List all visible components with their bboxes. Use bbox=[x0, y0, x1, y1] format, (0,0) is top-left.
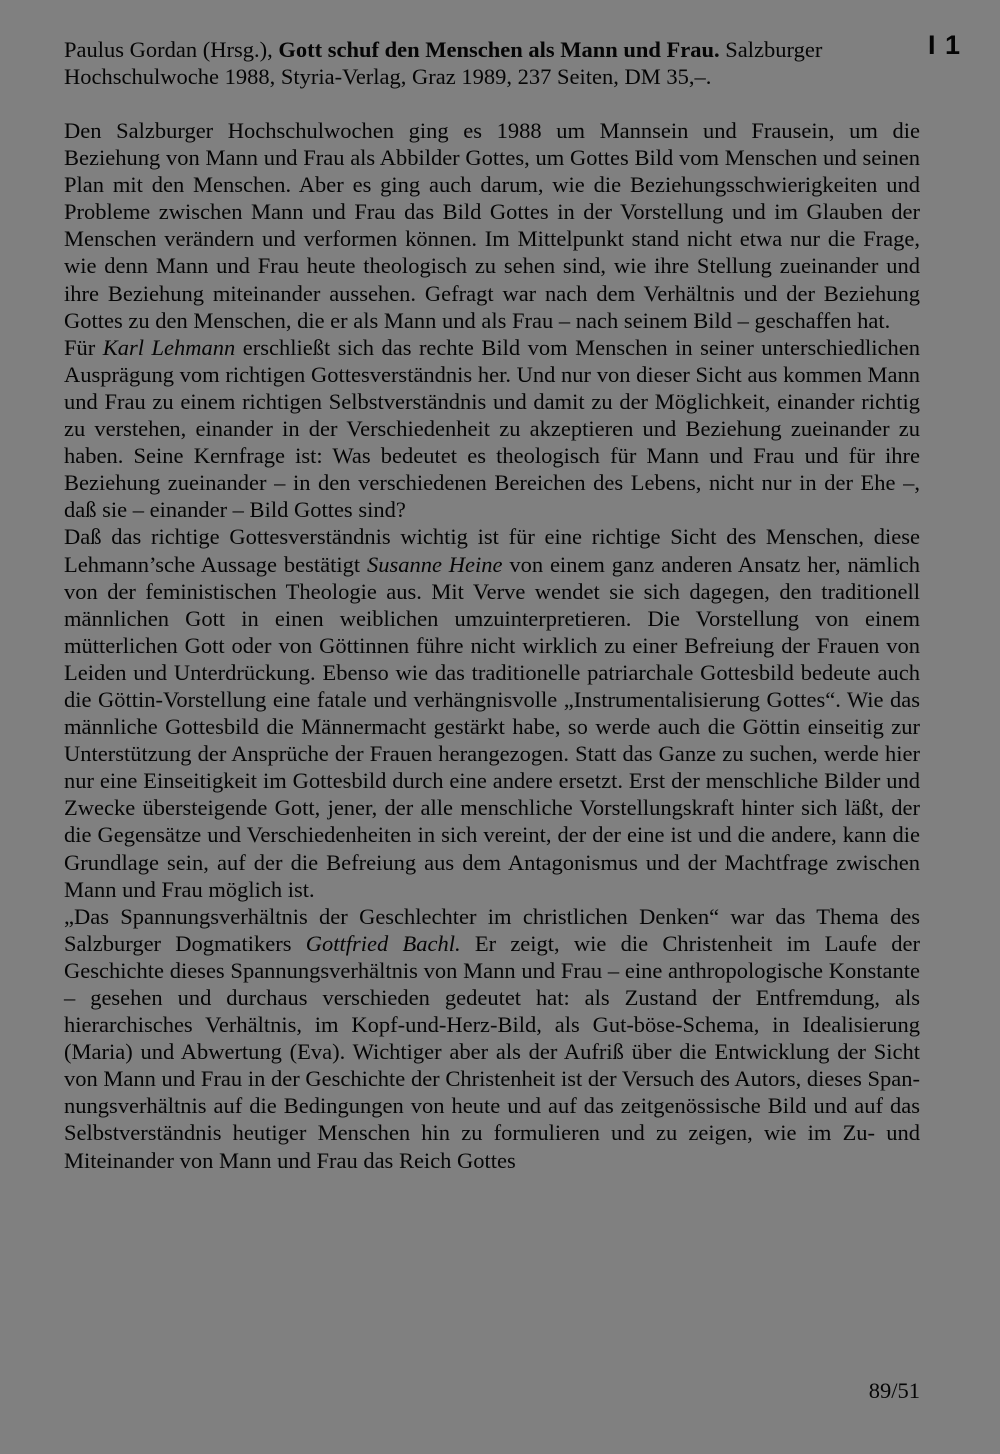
page-number: 89/51 bbox=[868, 1378, 920, 1403]
paragraph-4-lead: „Das Spannungsverhältnis der Geschlechter im christlichen Denken“ war das Thema des Salzburger Dogmatikers bbox=[64, 903, 920, 956]
paragraph-4 bbox=[64, 903, 920, 1174]
paragraph-3-text: von einem ganz anderen Ansatz her, nämlich von der feministischen Theologie aus. Mit Verve wendet sie sich dagegen, den traditionell männlichen Gott in einen weiblichen umzuinterpretieren. Die Vorstellung von einem mütterlichen Gott oder von Göttinnen führe nicht wirklich zu einer Befreiung der Frauen von Leiden und Unterdrückung. Ebenso wie das traditionelle patriarchale Gottesbild bedeute auch die Göttin-Vorstellung eine fatale und verhängnisvolle „Instrumentalisierung Gottes“. Wie das männliche Gottesbild die Männermacht gestärkt habe, so werde auch die Göttin einseitig zur Unterstützung der Ansprüche der Frauen herangezogen. Statt das Ganze zu suchen, werde hier nur eine Einseitigkeit im Gottesbild durch eine andere ersetzt. Erst der menschliche Bilder und Zwecke übersteigende Gott, jener, der alle menschliche Vorstellungskraft hinter sich läßt, der die Gegensätze und Verschiedenheiten in sich vereint, der der eine ist und die andere, kann die Grundlage sein, auf der die Befreiung aus dem Antagonismus und der Machtfrage zwischen Mann und Frau möglich ist. bbox=[64, 551, 920, 902]
section-marker: I 1 bbox=[928, 30, 962, 60]
paragraph-4-text: Er zeigt, wie die Christenheit im Laufe der Geschichte dieses Spannungsverhältnis von Mann und Frau – eine anthropologische Konstante – gesehen und durchaus verschieden gedeutet hat: als Zustand der Entfremdung, als hierarchisches Verhältnis, im Kopf-und-Herz-Bild, als Gut-böse-Schema, in Idealisierung (Maria) und Abwertung (Eva). Wichtiger aber als der Aufriß über die Entwicklung der Sicht von Mann und Frau in der Geschichte der Christenheit ist der Versuch des Autors, dieses Spannungsverhältnis auf die Bedingungen von heute und auf das zeitgenössische Bild und auf das Selbstverständnis heutiger Menschen hin zu formulieren und zu zeigen, wie im Zu- und Miteinander von Mann und Frau das Reich Gottes bbox=[64, 930, 920, 1173]
paragraph-3 bbox=[64, 523, 920, 902]
paragraph-1: Den Salzburger Hochschulwochen ging es 1988 um Mannsein und Frausein, um die Beziehung von Mann und Frau als Abbilder Gottes, um Gottes Bild vom Menschen und seinen Plan mit den Menschen. Aber es ging auch darum, wie die Beziehungsschwierigkeiten und Probleme zwischen Mann und Frau das Bild Gottes in der Vorstellung und im Glauben der Menschen verändern und verformen können. Im Mittelpunkt stand nicht etwa nur die Frage, wie denn Mann und Frau heute theologisch zu sehen sind, wie ihre Stellung zueinander und ihre Beziehung miteinander aussehen. Gefragt war nach dem Verhältnis und der Beziehung Gottes zu den Menschen, die er als Mann und als Frau – nach seinem Bild – geschaffen hat. bbox=[64, 118, 920, 333]
author-name-heine: Susanne Heine bbox=[366, 551, 503, 577]
book-title: Gott schuf den Menschen als Mann und Frau. bbox=[278, 37, 720, 62]
author-name-bachl: Gottfried Bachl. bbox=[305, 930, 461, 956]
paragraph-2-text: erschließt sich das rechte Bild vom Menschen in seiner unterschiedlichen Ausprägung vom richtigen Gottesverständnis her. Und nur von dieser Sicht aus kommen Mann und Frau zu einem richtigen Selbstverständnis und damit zu der Möglichkeit, einander richtig zu verstehen, einander in der Verschiedenheit zu akzeptieren und Beziehung zueinander zu haben. Seine Kernfrage ist: Was bedeutet es theologisch für Mann und Frau und für ihre Beziehung zueinander – in den verschiedenen Bereichen des Lebens, nicht nur in der Ehe –, daß sie – einander – Bild Gottes sind? bbox=[64, 334, 920, 523]
book-publication: Salzburger Hochschulwoche 1988, Styria-Verlag, Graz 1989, 237 Seiten, DM 35,–. bbox=[64, 37, 823, 89]
paragraph-2 bbox=[64, 334, 920, 524]
paragraph-2-lead: Für bbox=[64, 334, 103, 360]
review-body bbox=[64, 117, 920, 1174]
book-editor: Paulus Gordan (Hrsg.), bbox=[64, 37, 273, 62]
book-citation bbox=[64, 36, 920, 90]
author-name-lehmann: Karl Lehmann bbox=[102, 334, 236, 360]
paragraph-3-lead: Daß das richtige Gottesverständnis wichtig ist für eine richtige Sicht des Menschen, diese Lehmann’sche Aussage bestätigt bbox=[64, 524, 920, 577]
